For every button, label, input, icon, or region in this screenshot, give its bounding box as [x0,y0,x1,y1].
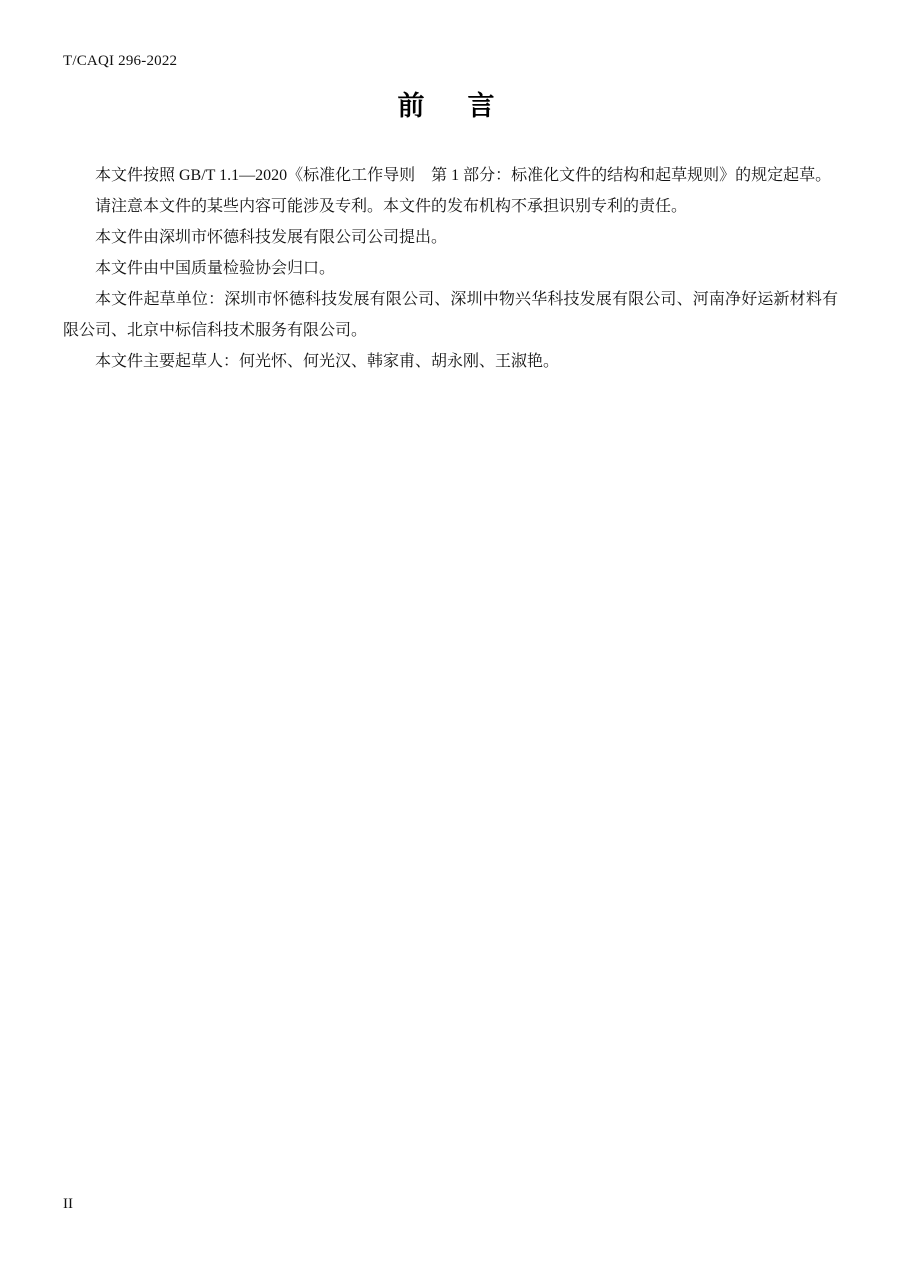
foreword-body [63,160,838,377]
paragraph-main-drafters: 本文件主要起草人：何光怀、何光汉、韩家甫、胡永刚、王淑艳。 [95,353,560,370]
document-code: T/CAQI 296-2022 [63,53,178,69]
page-title: 前 言 [397,91,503,121]
paragraph-proposed-by: 本文件由深圳市怀德科技发展有限公司公司提出。 [95,229,448,246]
paragraph-centralized-by: 本文件由中国质量检验协会归口。 [95,260,336,277]
paragraph-patent-notice: 请注意本文件的某些内容可能涉及专利。本文件的发布机构不承担识别专利的责任。 [95,198,688,215]
page-number: II [63,1196,73,1212]
paragraph-drafting-rules: 本文件按照 GB/T 1.1—2020《标准化工作导则 第 1 部分：标准化文件的结构和起草规则》的规定起草。 [95,167,832,184]
paragraph-drafting-organizations: 本文件起草单位：深圳市怀德科技发展有限公司、深圳中物兴华科技发展有限公司、河南净好运新材料有限公司、北京中标信科技术服务有限公司。 [63,291,838,339]
